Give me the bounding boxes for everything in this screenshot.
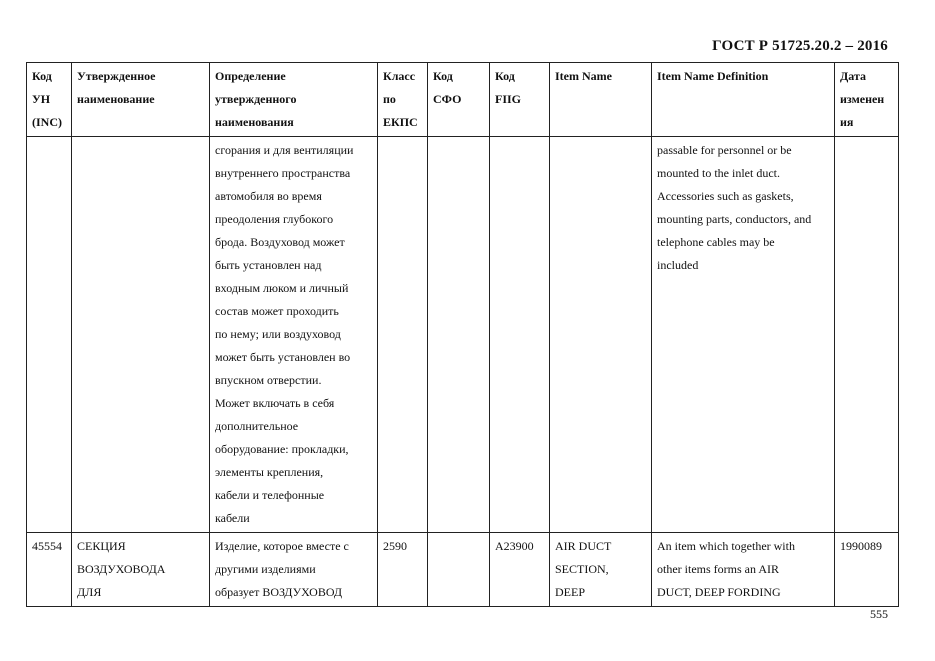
- column-header-approved-name: Утвержденное наименование: [72, 63, 210, 137]
- cell-fiig-code: A23900: [490, 533, 550, 607]
- cell-ekps-class: 2590: [378, 533, 428, 607]
- cell-inc-code: [27, 137, 72, 533]
- cell-ekps-class: [378, 137, 428, 533]
- cell-change-date: 1990089: [835, 533, 899, 607]
- nomenclature-table: [26, 62, 899, 607]
- document-standard-header: ГОСТ Р 51725.20.2 – 2016: [712, 38, 888, 54]
- cell-sfo-code: [428, 137, 490, 533]
- cell-item-name: [550, 137, 652, 533]
- table-row: [27, 137, 899, 533]
- cell-definition: Изделие, которое вместе с другими изделиями образует ВОЗДУХОВОД: [210, 533, 378, 607]
- cell-approved-name: [72, 137, 210, 533]
- column-header-item-name: Item Name: [550, 63, 652, 137]
- cell-definition: сгорания и для вентиляции внутреннего пространства автомобиля во время преодоления глубокого брода. Воздуховод может быть установлен над входным люком и личный состав может проходить по нему; или воздуховод может быть установлен во впускном отверстии. Может включать в себя дополнительное оборудование: прокладки, элементы крепления, кабели и телефонные кабели: [210, 137, 378, 533]
- table-row: [27, 533, 899, 607]
- cell-fiig-code: [490, 137, 550, 533]
- cell-item-name: AIR DUCT SECTION, DEEP: [550, 533, 652, 607]
- cell-item-definition: passable for personnel or be mounted to the inlet duct. Accessories such as gaskets, mounting parts, conductors, and telephone cables may be included: [652, 137, 835, 533]
- column-header-ekps-class: Класс по ЕКПС: [378, 63, 428, 137]
- cell-sfo-code: [428, 533, 490, 607]
- page-number: 555: [870, 607, 888, 621]
- column-header-item-definition: Item Name Definition: [652, 63, 835, 137]
- column-header-fiig-code: Код FIIG: [490, 63, 550, 137]
- cell-change-date: [835, 137, 899, 533]
- cell-approved-name: СЕКЦИЯ ВОЗДУХОВОДА ДЛЯ: [72, 533, 210, 607]
- table-header-row: [27, 63, 899, 137]
- cell-item-definition: An item which together with other items forms an AIR DUCT, DEEP FORDING: [652, 533, 835, 607]
- column-header-inc-code: Код УН (INC): [27, 63, 72, 137]
- cell-inc-code: 45554: [27, 533, 72, 607]
- column-header-definition: Определение утвержденного наименования: [210, 63, 378, 137]
- column-header-change-date: Дата изменен ия: [835, 63, 899, 137]
- column-header-sfo-code: Код СФО: [428, 63, 490, 137]
